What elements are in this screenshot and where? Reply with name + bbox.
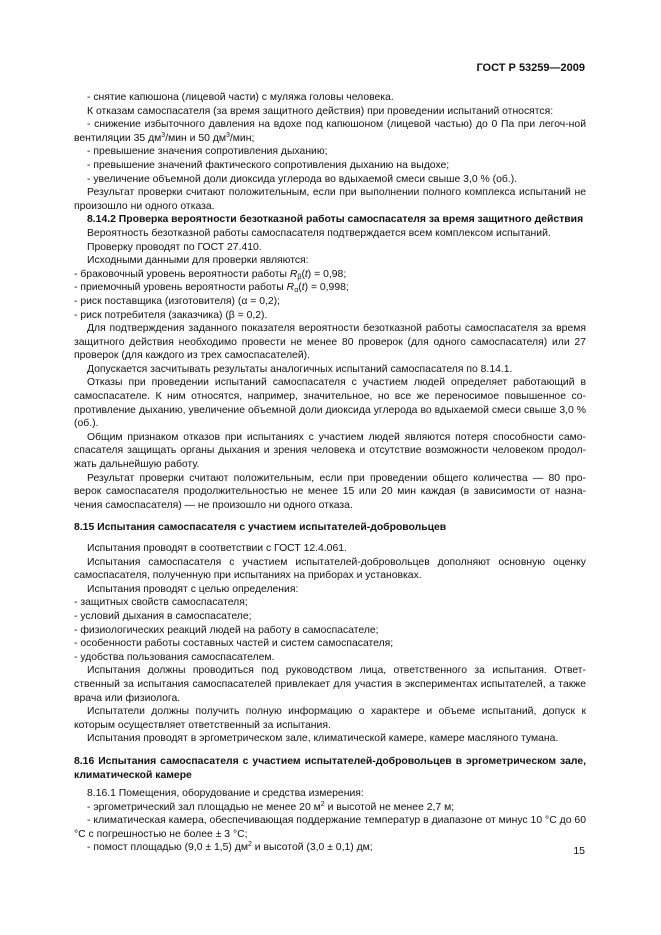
section-heading-8-16: 8.16 Испытания самоспасателя с участием испытателей-добровольцев в эргометрическом зале, климатической камере bbox=[74, 755, 586, 781]
superscript: 2 bbox=[247, 841, 252, 849]
text-line: - удобства пользования самоспасателем. bbox=[74, 651, 275, 663]
text-line: - условий дыхания в самоспасателе; bbox=[74, 610, 252, 622]
page-number: 15 bbox=[573, 845, 585, 857]
text-line: Результат проверки считают положительным, если при выполнении полного комплекса испытаний не произошло ни одного отказа. bbox=[74, 187, 586, 212]
subscript: β bbox=[297, 273, 302, 281]
superscript: 2 bbox=[320, 800, 325, 808]
text-line: Испытания должны проводиться под руководством лица, ответственного за испытания. Ответ-ственный за испытания самоспасателей привлекает для участия в экспериментах испытателей, а также врача или физиолога. bbox=[74, 665, 586, 704]
text-span: ( bbox=[301, 268, 305, 280]
symbol: t bbox=[304, 268, 308, 280]
text-line: Исходными данными для проверки являются: bbox=[87, 255, 309, 267]
text-line: Для подтверждения заданного показателя вероятности безотказной работы самоспасателя за время защитного действия необходимо провести не менее 80 проверок (для одного самоспасателя) или 27 проверок (для каждого из трех самоспасателей). bbox=[74, 323, 586, 362]
text-line: Отказы при проведении испытаний самоспасателя с участием людей определяет работающий в самоспасателе. К ним относятся, например, значительное, но все же переносимое повышенное со-противление дыханию, увеличение объемной доли диоксида углерода во вдыхаемой смеси свыше 3,0 % (об.). bbox=[74, 377, 586, 430]
text-span: - браковочный уровень вероятности работы bbox=[74, 268, 290, 280]
text-span: - приемочный уровень вероятности работы bbox=[74, 282, 287, 294]
symbol: R bbox=[286, 282, 295, 294]
text-line: Испытатели должны получить полную информацию о характере и объеме испытаний, допуск к которым осуществляет ответственный за испытания. bbox=[74, 706, 586, 731]
subscript: α bbox=[294, 287, 299, 295]
document-body bbox=[74, 91, 586, 855]
text-line bbox=[74, 118, 586, 145]
text-line bbox=[74, 801, 586, 815]
superscript: 3 bbox=[161, 131, 166, 139]
text-line: - климатическая камера, обеспечивающая поддержание температур в диапазоне от минус 10 °С до 60 °С с погрешностью не более ± 3 °С; bbox=[74, 815, 586, 840]
text-line: - особенности работы составных частей и систем самоспасателя; bbox=[74, 638, 394, 650]
text-span: ( bbox=[298, 282, 302, 294]
text-line: - риск поставщика (изготовителя) (α = 0,2); bbox=[74, 295, 280, 307]
text-span: ) = 0,98; bbox=[307, 268, 347, 280]
text-line: - превышение значения сопротивления дыханию; bbox=[87, 146, 328, 158]
symbol: t bbox=[301, 282, 305, 294]
text-span: - снижение избыточного давления на вдохе под капюшоном (лицевой частью) до 0 Па при легоч-ной вентиляции 35 дм bbox=[74, 119, 586, 144]
text-line: - увеличение объемной доли диоксида углерода во вдыхаемой смеси свыше 3,0 % (об.). bbox=[87, 173, 518, 185]
text-line: Общим признаком отказов при испытаниях с участием людей являются потеря способности само-спасателя защищать органы дыхания и зрения человека и отсутствие возможности человеком продол-жать дальнейшую работу. bbox=[74, 431, 586, 471]
superscript: 3 bbox=[226, 131, 230, 139]
text-line: - риск потребителя (заказчика) (β = 0,2). bbox=[74, 309, 268, 321]
text-line: Вероятность безотказной работы самоспасателя подтверждается всем комплексом испытаний. bbox=[87, 227, 551, 239]
text-line: Допускается засчитывать результаты аналогичных испытаний самоспасателя по 8.14.1. bbox=[87, 363, 513, 375]
text-line: Испытания проводят в эргометрическом зале, климатической камере, камере масляного тумана. bbox=[87, 733, 559, 745]
text-line bbox=[74, 281, 586, 295]
text-span: и высотой не менее 2,7 м; bbox=[324, 801, 455, 813]
document-header: ГОСТ Р 53259—2009 bbox=[476, 62, 585, 74]
text-line: 8.16.1 Помещения, оборудование и средства измерения: bbox=[87, 788, 364, 800]
section-heading-8-14-2: 8.14.2 Проверка вероятности безотказной работы самоспасателя за время защитного действия bbox=[87, 214, 584, 226]
section-heading-8-15: 8.15 Испытания самоспасателя с участием испытателей-добровольцев bbox=[74, 522, 447, 534]
text-line: Проверку проводят по ГОСТ 27.410. bbox=[87, 241, 262, 253]
text-span: и высотой (3,0 ± 0,1) дм; bbox=[251, 842, 373, 854]
symbol: R bbox=[289, 268, 298, 280]
text-line: - физиологических реакций людей на работу в самоспасателе; bbox=[74, 624, 379, 636]
text-line: - защитных свойств самоспасателя; bbox=[74, 597, 248, 609]
text-line bbox=[74, 841, 586, 855]
text-span: - эргометрический зал площадью не менее 20 м bbox=[87, 801, 321, 813]
text-line: Результат проверки считают положительным, если при проведении общего количества — 80 про-верок самоспасателя продолжительностью не менее 15 или 20 мин каждая (в зависимости от назна-чения самоспасателя) — не произошло ни одного отказа. bbox=[74, 472, 586, 511]
text-line: Испытания проводят в соответствии с ГОСТ 12.4.061. bbox=[87, 543, 347, 554]
text-span: ) = 0,998; bbox=[304, 282, 349, 294]
text-line bbox=[74, 268, 586, 282]
text-line: Испытания проводят с целью определения: bbox=[87, 583, 299, 595]
text-line: Испытания самоспасателя с участием испытателей-добровольцев дополняют основную оценку самоспасателя, полученную при испытаниях на приборах и установках. bbox=[74, 556, 586, 582]
text-line: - превышение значений фактического сопротивления дыханию на выдохе; bbox=[87, 159, 450, 171]
text-span: - помост площадью (9,0 ± 1,5) дм bbox=[87, 842, 248, 854]
text-span: /мин и 50 дм bbox=[165, 132, 226, 144]
text-span: /мин; bbox=[229, 132, 255, 144]
text-line: - снятие капюшона (лицевой части) с муляжа головы человека. bbox=[87, 92, 394, 103]
text-line: К отказам самоспасателя (за время защитного действия) при проведении испытаний относятся: bbox=[87, 105, 554, 117]
